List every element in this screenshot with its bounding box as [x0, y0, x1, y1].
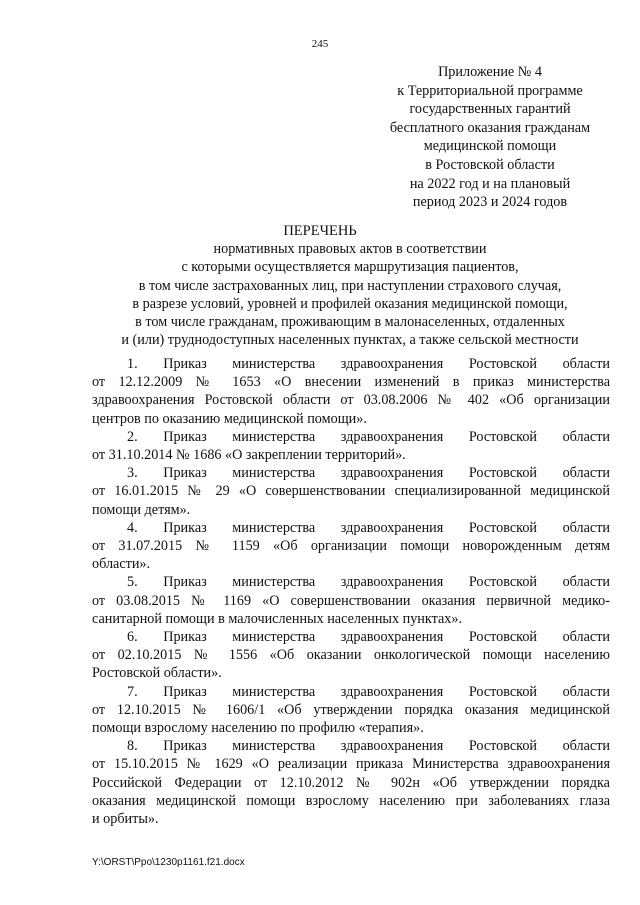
item-line: 7. Приказ министерства здравоохранения Ростовской области	[127, 683, 610, 700]
list-item	[92, 628, 610, 683]
appendix-line: в Ростовской области	[425, 156, 555, 173]
item-line: от 02.10.2015 № 1556 «Об оказании онкологической помощи населению	[92, 647, 610, 664]
appendix-line: Приложение № 4	[438, 64, 542, 80]
item-line: от 12.10.2015 № 1606/1 «Об утверждении порядка оказания медицинской	[92, 701, 610, 718]
appendix-line: бесплатного оказания гражданам	[389, 119, 591, 136]
list-item	[92, 464, 610, 519]
appendix-line: медицинской помощи	[423, 138, 557, 155]
item-line: от 12.12.2009 № 1653 «О внесении изменений в приказ министерства	[92, 374, 610, 391]
item-line: помощи детям».	[92, 501, 191, 518]
item-line: от 16.01.2015 № 29 «О совершенствовании специализированной медицинской	[92, 483, 610, 500]
list-item	[92, 737, 610, 828]
appendix-line: к Территориальной программе	[397, 82, 583, 99]
appendix-line: государственных гарантий	[409, 101, 571, 118]
subtitle-line: и (или) труднодоступных населенных пунктах, а также сельской местности	[121, 332, 579, 349]
item-line: от 03.08.2015 № 1169 «О совершенствовании оказания первичной медико-	[92, 592, 610, 609]
appendix-header	[380, 63, 600, 212]
document-subtitle	[90, 240, 610, 350]
item-line: 1. Приказ министерства здравоохранения Ростовской области	[127, 356, 610, 372]
item-line: 5. Приказ министерства здравоохранения Ростовской области	[127, 574, 610, 591]
item-line: 2. Приказ министерства здравоохранения Ростовской области	[127, 428, 610, 445]
appendix-line: период 2023 и 2024 годов	[412, 194, 568, 211]
item-line: области».	[92, 556, 151, 573]
subtitle-line: с которыми осуществляется маршрутизация пациентов,	[181, 259, 519, 276]
item-line: санитарной помощи в малочисленных населенных пунктах».	[92, 610, 462, 627]
document-title: ПЕРЕЧЕНЬ	[283, 223, 357, 239]
item-line: Российской Федерации от 12.10.2012 № 902н «Об утверждении порядка	[92, 774, 610, 791]
page-number: 245	[311, 38, 329, 50]
item-line: от 31.10.2014 № 1686 «О закреплении территорий».	[92, 447, 406, 464]
list-item	[92, 683, 610, 738]
item-line: помощи взрослому населению по профилю «терапия».	[92, 720, 424, 737]
item-line: Ростовской области».	[92, 665, 222, 682]
item-line: 4. Приказ министерства здравоохранения Ростовской области	[127, 519, 610, 536]
appendix-line: на 2022 год и на плановый	[409, 175, 571, 192]
item-line: 8. Приказ министерства здравоохранения Ростовской области	[127, 738, 610, 755]
list-item	[92, 519, 610, 574]
list-item	[92, 355, 610, 428]
item-line: оказания медицинской помощи взрослому населению при заболеваниях глаза	[92, 792, 610, 809]
item-line: здравоохранения Ростовской области от 03.08.2006 № 402 «Об организации	[92, 392, 610, 409]
item-line: 6. Приказ министерства здравоохранения Ростовской области	[127, 629, 610, 646]
item-line: центров по оказанию медицинской помощи».	[92, 410, 367, 427]
item-line: от 31.07.2015 № 1159 «Об организации помощи новорожденным детям	[92, 538, 610, 555]
subtitle-line: в том числе застрахованных лиц, при наступлении страхового случая,	[138, 277, 562, 294]
item-line: от 15.10.2015 № 1629 «О реализации приказа Министерства здравоохранения	[92, 756, 610, 773]
list-item	[92, 428, 610, 464]
subtitle-line: в том числе гражданам, проживающим в малонаселенных, отдаленных	[135, 314, 565, 331]
acts-list	[92, 355, 610, 828]
item-line: и орбиты».	[92, 811, 159, 828]
subtitle-line: нормативных правовых актов в соответствии	[213, 241, 487, 257]
subtitle-line: в разрезе условий, уровней и профилей оказания медицинской помощи,	[132, 295, 568, 312]
file-path-footer: Y:\ORST\Ppo\1230p1161.f21.docx	[92, 857, 245, 868]
list-item	[92, 573, 610, 628]
item-line: 3. Приказ министерства здравоохранения Ростовской области	[127, 465, 610, 482]
